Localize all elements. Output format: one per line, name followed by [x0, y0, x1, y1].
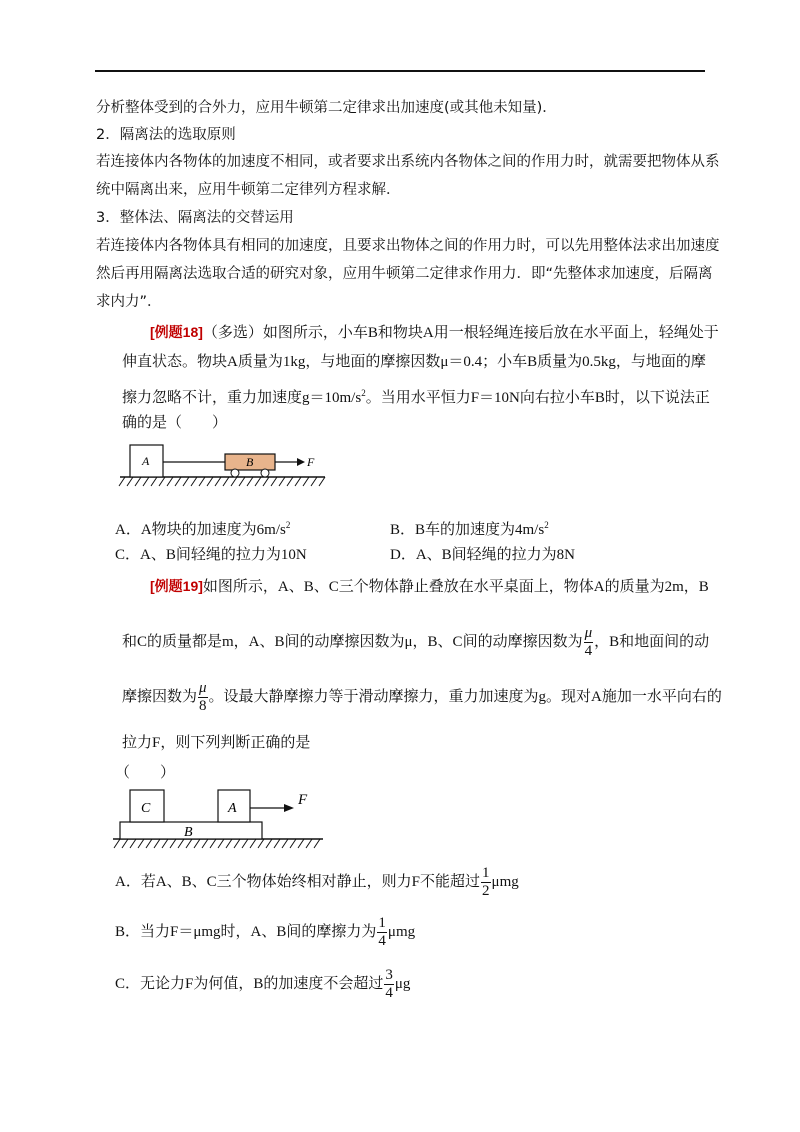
example-18-figure	[115, 440, 330, 492]
example-19-line-4: 拉力F，则下列判断正确的是	[122, 735, 311, 751]
example-18-tag: [例题18]	[150, 324, 203, 340]
ground-hatching	[119, 477, 325, 486]
example-18-line-2: 伸直状态。物块A质量为1kg，与地面的摩擦因数μ＝0.4；小车B质量为0.5kg，与地面的摩	[122, 354, 706, 370]
example-18-line-3: 擦力忽略不计，重力加速度$g=10m/s^2$。当用水平恒力F＝10N向右拉小车B时，以下说法正	[122, 388, 710, 406]
example-18-option-d: D．A、B间轻绳的拉力为8N	[390, 547, 576, 563]
example-19-answer-paren: （ ）	[115, 765, 176, 781]
paragraph-alternate-1: 若连接体内各物体具有相同的加速度，且要求出物体之间的作用力时，可以先用整体法求出加速度	[96, 238, 720, 254]
example-19-line-2: 和C的质量都是m，A、B间的动摩擦因数为μ，B、C间的动摩擦因数为 $\frac{\mu}{4}$ ，B和地面间的动	[122, 625, 710, 660]
cart-wheel-left	[231, 469, 239, 477]
ground-hatching	[113, 839, 323, 848]
example-19-line-1: [例题19]如图所示，A、B、C三个物体静止叠放在水平桌面上，物体A的质量为2m，B	[150, 578, 709, 595]
paragraph-isolation-1: 若连接体内各物体的加速度不相同，或者要求出系统内各物体之间的作用力时，就需要把物体从系	[96, 154, 720, 170]
force-arrowhead	[297, 458, 305, 466]
example-19-tag: [例题19]	[150, 578, 203, 594]
intro-line-1: 分析整体受到的合外力，应用牛顿第二定律求出加速度(或其他未知量)．	[96, 100, 557, 116]
example-18-line-1: [例题18]（多选）如图所示，小车B和物块A用一根轻绳连接后放在水平面上，轻绳处于	[150, 324, 719, 341]
paragraph-isolation-2: 统中隔离出来，应用牛顿第二定律列方程求解．	[96, 182, 401, 198]
force-label: F	[298, 792, 308, 808]
example-18-option-a: A．A物块的加速度为$6m/s^2$	[115, 520, 291, 538]
example-18-option-b: B．B车的加速度为$4m/s^2$	[390, 520, 549, 538]
example-19-figure	[108, 784, 328, 854]
block-a-label: A	[142, 454, 150, 468]
example-19-option-b: B．当力F＝μmg时，A、B间的摩擦力为 $\frac{1}{4}$ μmg	[115, 915, 416, 950]
example-18-line-4: 确的是（ ）	[122, 415, 228, 431]
header-rule	[95, 70, 705, 72]
example-19-option-a: A．若A、B、C三个物体始终相对静止，则力F不能超过 $\frac{1}{2}$ μmg	[115, 865, 519, 900]
cart-wheel-right	[261, 469, 269, 477]
cart-b-label: B	[246, 455, 254, 469]
example-19-line-3: 摩擦因数为 $\frac{\mu}{8}$ 。设最大静摩擦力等于滑动摩擦力，重力加速度为g。现对A施加一水平向右的	[122, 680, 722, 715]
heading-isolation-principle: 2．隔离法的选取原则	[96, 127, 236, 143]
heading-alternate-use: 3．整体法、隔离法的交替运用	[96, 210, 294, 226]
force-label: F	[307, 455, 315, 469]
block-a-label: A	[228, 801, 237, 816]
example-19-option-c: C．无论力F为何值，B的加速度不会超过 $\frac{3}{4}$ μg	[115, 967, 411, 1002]
plank-b-label: B	[184, 825, 193, 840]
block-c-label: C	[141, 801, 151, 816]
paragraph-alternate-2: 然后再用隔离法选取合适的研究对象，应用牛顿第二定律求作用力．即“先整体求加速度，后隔离	[96, 266, 713, 282]
example-18-option-c: C．A、B间轻绳的拉力为10N	[115, 547, 307, 563]
paragraph-alternate-3: 求内力”．	[96, 294, 162, 310]
force-arrowhead	[284, 804, 294, 812]
